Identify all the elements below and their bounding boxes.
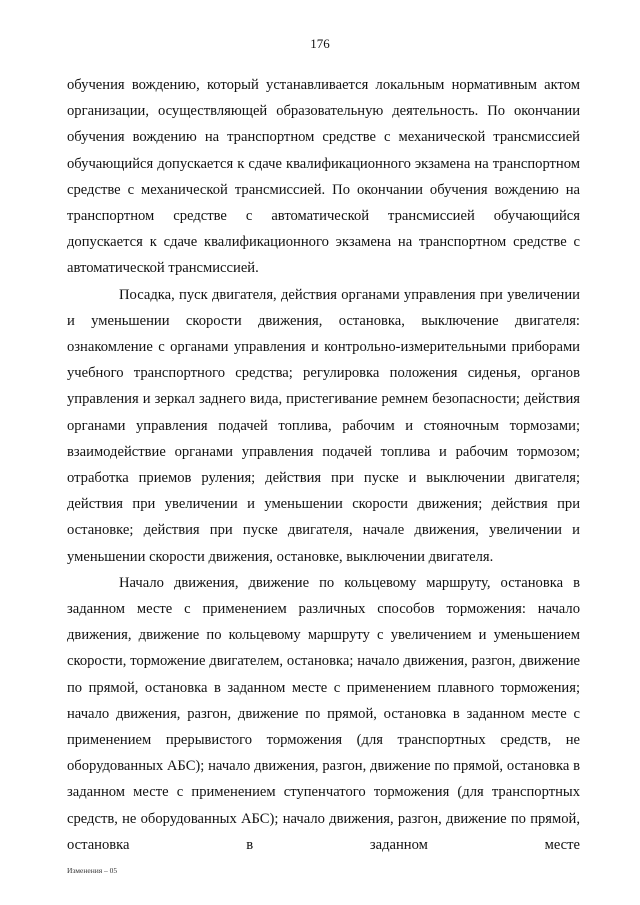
paragraph-3: Начало движения, движение по кольцевому маршруту, остановка в заданном месте с применением различных способов торможения: начало движения, движение по кольцевому маршруту с увеличением и уменьшением скорости, торможение двигателем, остановка; начало движения, разгон, движение по прямой, остановка в заданном месте с применением плавного торможения; начало движения, разгон, движение по прямой, остановка в заданном месте с применением прерывистого торможения (для транспортных средств, не оборудованных АБС); начало движения, разгон, движение по прямой, остановка в заданном месте с применением ступенчатого торможения (для транспортных средств, не оборудованных АБС); начало движения, разгон, движение по прямой, остановка в заданном месте	[67, 574, 580, 853]
document-body	[67, 72, 580, 858]
paragraph-1: обучения вождению, который устанавливается локальным нормативным актом организации, осуществляющей образовательную деятельность. По окончании обучения вождению на транспортном средстве с механической трансмиссией обучающийся допускается к сдаче квалификационного экзамена на транспортном средстве с механической трансмиссией. По окончании обучения вождению на транспортном средстве с автоматической трансмиссией обучающийся допускается к сдаче квалификационного экзамена на транспортном средстве с автоматической трансмиссией.	[67, 77, 580, 277]
page-number: 176	[310, 36, 330, 51]
revision-footer: Изменения – 05	[67, 866, 118, 875]
paragraph-2: Посадка, пуск двигателя, действия органами управления при увеличении и уменьшении скорости движения, остановка, выключение двигателя: ознакомление с органами управления и контрольно-измерительными приборами учебного транспортного средства; регулировка положения сиденья, органов управления и зеркал заднего вида, пристегивание ремнем безопасности; действия органами управления подачей топлива, рабочим и стояночным тормозами; взаимодействие органами управления подачей топлива и рабочим тормозом; отработка приемов руления; действия при пуске и выключении двигателя; действия при увеличении и уменьшении скорости движения; действия при остановке; действия при пуске двигателя, начале движения, увеличении и уменьшении скорости движения, остановке, выключении двигателя.	[67, 286, 580, 565]
